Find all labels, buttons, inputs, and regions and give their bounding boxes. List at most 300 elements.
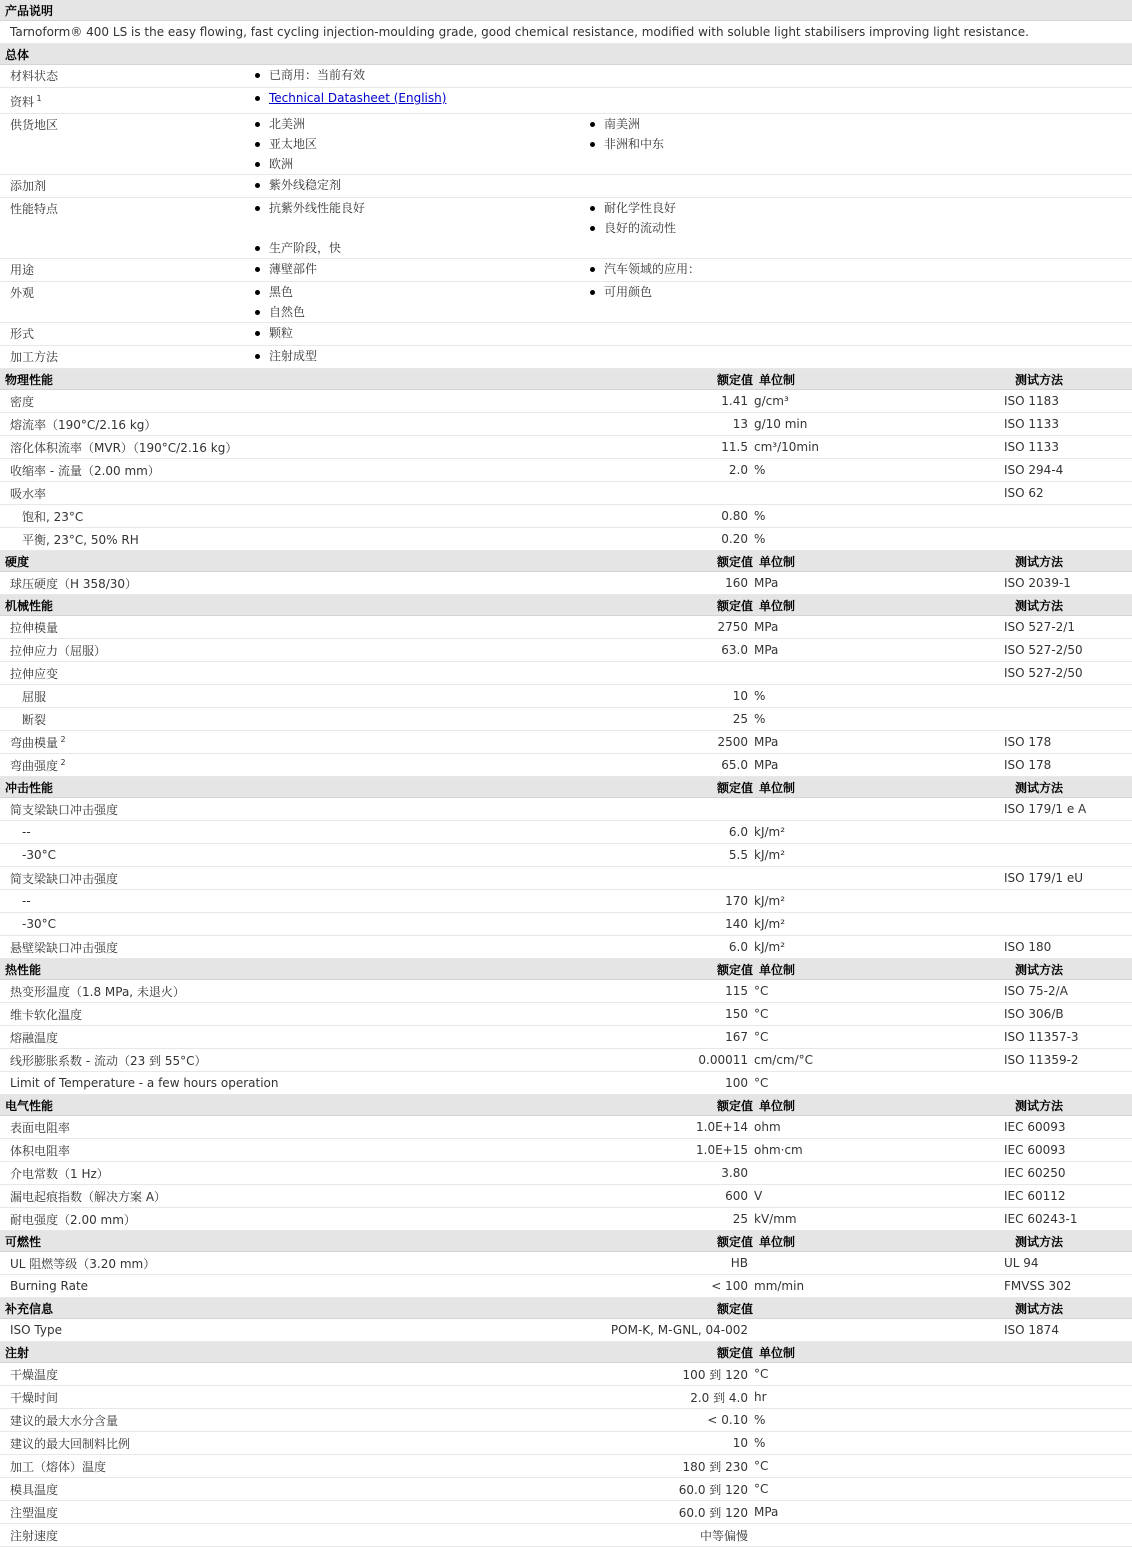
section-header: [0, 595, 1132, 616]
general-item-label: 北美洲: [269, 117, 306, 131]
property-row: [0, 731, 1132, 754]
general-item-label: 自然色: [269, 305, 306, 319]
property-unit: kJ/m²: [754, 825, 786, 839]
property-row: [0, 1478, 1132, 1501]
section-header: [0, 777, 1132, 798]
bullet-icon: [255, 290, 260, 295]
col-header-value: 额定值: [716, 1345, 753, 1360]
property-unit: cm³/10min: [754, 440, 820, 454]
property-unit: g/cm³: [754, 394, 789, 408]
col-header-unit: 单位制: [759, 962, 796, 977]
general-label: 形式: [10, 327, 35, 341]
property-unit: %: [754, 689, 766, 703]
general-item-label: 亚太地区: [269, 137, 318, 151]
section-header: [0, 369, 1132, 390]
property-label: 平衡, 23°C, 50% RH: [22, 532, 139, 547]
test-method: ISO 294-4: [1004, 463, 1064, 477]
general-item: [255, 346, 590, 366]
general-item-label: 非洲和中东: [604, 137, 665, 151]
section-title: 物理性能: [5, 372, 54, 387]
property-unit: °C: [754, 984, 769, 998]
property-label: Burning Rate: [10, 1279, 89, 1293]
general-row: [0, 65, 1132, 88]
property-label: 表面电阻率: [10, 1120, 71, 1135]
property-unit: %: [754, 1413, 766, 1427]
general-item-label: 南美洲: [604, 117, 641, 131]
section-title: 硬度: [5, 554, 30, 569]
property-label: 拉伸应变: [10, 666, 59, 681]
bullet-icon: [255, 310, 260, 315]
property-row: [0, 1363, 1132, 1386]
property-unit: kV/mm: [754, 1212, 797, 1226]
section-title: 产品说明: [5, 3, 54, 18]
property-row: [0, 1501, 1132, 1524]
test-method: ISO 62: [1004, 486, 1044, 500]
property-value: 2500: [717, 735, 748, 749]
section-header-general: [0, 44, 1132, 65]
property-unit: hr: [754, 1390, 767, 1404]
property-label: 悬壁梁缺口冲击强度: [10, 940, 119, 955]
property-unit: MPa: [754, 576, 779, 590]
col-header-test: 测试方法: [1015, 554, 1064, 569]
test-method: ISO 178: [1004, 758, 1052, 772]
general-item[interactable]: [255, 88, 590, 108]
general-item-label: 汽车领域的应用：: [604, 262, 701, 276]
col-header-test: 测试方法: [1015, 1098, 1064, 1113]
property-value: 140: [725, 917, 748, 931]
property-row: [0, 936, 1132, 959]
test-method: IEC 60112: [1004, 1189, 1066, 1203]
bullet-icon: [255, 206, 260, 211]
test-method: IEC 60243-1: [1004, 1212, 1078, 1226]
property-value: 1.41: [721, 394, 748, 408]
general-item-label: 紫外线稳定剂: [269, 178, 342, 192]
property-unit: %: [754, 509, 766, 523]
footnote-marker: 2: [58, 757, 66, 767]
test-method: ISO 527-2/50: [1004, 643, 1083, 657]
general-item: [590, 134, 925, 154]
general-item: [255, 154, 590, 174]
property-unit: kJ/m²: [754, 917, 786, 931]
property-unit: %: [754, 712, 766, 726]
section-header: [0, 1231, 1132, 1252]
col-header-test: 测试方法: [1015, 598, 1064, 613]
property-label: 拉伸模量: [10, 620, 59, 635]
general-item-label: 注射成型: [269, 349, 318, 363]
property-value: 10: [732, 689, 748, 703]
property-value: 0.80: [721, 509, 748, 523]
col-header-unit: 单位制: [759, 1345, 796, 1360]
property-label: 耐电强度（2.00 mm）: [10, 1212, 136, 1227]
footnote-marker: 1: [34, 94, 42, 103]
section-title: 注射: [5, 1345, 30, 1360]
property-row: [0, 1409, 1132, 1432]
bullet-icon: [255, 246, 260, 251]
property-row: [0, 528, 1132, 551]
test-method: UL 94: [1004, 1256, 1039, 1270]
property-unit: °C: [754, 1482, 769, 1496]
property-unit: °C: [754, 1459, 769, 1473]
general-item-label: 黑色: [269, 285, 294, 299]
general-item: [590, 114, 925, 134]
property-row: [0, 1185, 1132, 1208]
col-header-unit: 单位制: [759, 1234, 796, 1249]
section-title: 冲击性能: [5, 780, 54, 795]
test-method: ISO 1183: [1004, 394, 1059, 408]
general-item: [255, 282, 590, 302]
property-label: 干燥时间: [10, 1390, 59, 1405]
property-label: 建议的最大水分含量: [10, 1413, 119, 1428]
bullet-icon: [255, 354, 260, 359]
property-label: 简支梁缺口冲击强度: [10, 802, 119, 817]
general-item-label: 颗粒: [269, 326, 294, 340]
property-label: -30°C: [22, 848, 56, 862]
property-row: [0, 505, 1132, 528]
test-method: ISO 306/B: [1004, 1007, 1064, 1021]
col-header-value: 额定值: [716, 372, 753, 387]
general-item-label: 薄壁部件: [269, 262, 318, 276]
property-value: HB: [730, 1256, 748, 1270]
property-row: [0, 844, 1132, 867]
general-row: [0, 175, 1132, 198]
general-row: [0, 346, 1132, 369]
bullet-icon: [590, 267, 595, 272]
property-value: 11.5: [721, 440, 748, 454]
property-row: [0, 913, 1132, 936]
property-row: [0, 685, 1132, 708]
property-label: ISO Type: [10, 1323, 62, 1337]
property-value: 13: [732, 417, 748, 431]
general-items: [255, 88, 1132, 113]
col-header-value: 额定值: [716, 554, 753, 569]
property-value: 115: [725, 984, 748, 998]
property-unit: %: [754, 532, 766, 546]
test-method: ISO 1874: [1004, 1323, 1059, 1337]
property-label: 干燥温度: [10, 1367, 59, 1382]
property-value: POM-K, M-GNL, 04-002: [610, 1323, 748, 1337]
test-method: ISO 178: [1004, 735, 1052, 749]
property-row: [0, 1275, 1132, 1298]
col-header-unit: 单位制: [759, 1098, 796, 1113]
property-label: 线形膨胀系数 - 流动（23 到 55°C）: [10, 1053, 207, 1068]
property-value: 1.0E+14: [696, 1120, 748, 1134]
general-items: [255, 114, 1132, 174]
property-unit: kJ/m²: [754, 894, 786, 908]
section-header: [0, 1095, 1132, 1116]
general-item-label: 欧洲: [269, 157, 294, 171]
property-unit: kJ/m²: [754, 940, 786, 954]
test-method: ISO 179/1 e A: [1004, 802, 1087, 816]
property-value: 25: [732, 1212, 748, 1226]
property-label: 溶化体积流率（MVR）（190°C/2.16 kg）: [10, 440, 238, 455]
property-label: 饱和, 23°C: [22, 509, 84, 524]
property-row: [0, 639, 1132, 662]
property-row: [0, 821, 1132, 844]
property-value: 600: [725, 1189, 748, 1203]
general-item: [255, 198, 590, 218]
general-items: [255, 65, 1132, 87]
property-row: [0, 1319, 1132, 1342]
section-header-product-desc: [0, 0, 1132, 21]
general-item-label: 良好的流动性: [604, 221, 677, 235]
property-value: 0.00011: [698, 1053, 748, 1067]
general-label: 材料状态: [10, 69, 59, 83]
property-value: 2.0 到 4.0: [690, 1390, 748, 1405]
property-value: 180 到 230: [682, 1459, 748, 1474]
property-label: 体积电阻率: [10, 1143, 71, 1158]
test-method: FMVSS 302: [1004, 1279, 1072, 1293]
property-label: 断裂: [22, 712, 47, 727]
general-label: 外观: [10, 286, 35, 300]
property-unit: MPa: [754, 1505, 779, 1519]
property-unit: %: [754, 1436, 766, 1450]
property-unit: g/10 min: [754, 417, 808, 431]
property-label: 注塑温度: [10, 1505, 59, 1520]
property-value: 1.0E+15: [696, 1143, 748, 1157]
general-item: [590, 198, 925, 218]
property-row: [0, 459, 1132, 482]
property-row: [0, 572, 1132, 595]
property-unit: MPa: [754, 643, 779, 657]
property-unit: ohm: [754, 1120, 781, 1134]
property-value: 2.0: [728, 463, 748, 477]
property-value: 10: [732, 1436, 748, 1450]
property-value: 63.0: [721, 643, 748, 657]
general-items: [255, 198, 1132, 258]
col-header-test: 测试方法: [1015, 780, 1064, 795]
section-header: [0, 959, 1132, 980]
col-header-value: 额定值: [716, 962, 753, 977]
property-row: [0, 867, 1132, 890]
general-row: [0, 88, 1132, 114]
col-header-value: 额定值: [716, 598, 753, 613]
section-header: [0, 551, 1132, 572]
property-value: 6.0: [728, 940, 748, 954]
general-row: [0, 198, 1132, 259]
property-value: < 100: [711, 1279, 748, 1293]
col-header-test: 测试方法: [1015, 1234, 1064, 1249]
property-row: [0, 662, 1132, 685]
property-value: 65.0: [721, 758, 748, 772]
property-value: 150: [725, 1007, 748, 1021]
col-header-unit: 单位制: [759, 598, 796, 613]
property-label: 熔流率（190°C/2.16 kg）: [10, 417, 157, 432]
property-label: --: [22, 894, 31, 908]
section-title: 补充信息: [5, 1301, 54, 1316]
col-header-unit: 单位制: [759, 372, 796, 387]
general-label: 用途: [10, 263, 35, 277]
property-unit: °C: [754, 1076, 769, 1090]
property-value: 170: [725, 894, 748, 908]
spacer: [255, 218, 590, 238]
property-label: 球压硬度（H 358/30）: [10, 576, 138, 591]
general-item: [255, 175, 590, 195]
property-row: [0, 1116, 1132, 1139]
property-label: --: [22, 825, 31, 839]
property-unit: cm/cm/°C: [754, 1053, 814, 1067]
col-header-value: 额定值: [716, 780, 753, 795]
datasheet-link[interactable]: Technical Datasheet (English): [269, 91, 447, 105]
test-method: ISO 75-2/A: [1004, 984, 1068, 998]
property-label: 介电常数（1 Hz）: [10, 1166, 109, 1181]
general-row: [0, 282, 1132, 323]
general-item: [255, 114, 590, 134]
test-method: ISO 1133: [1004, 417, 1059, 431]
col-header-value: 额定值: [716, 1098, 753, 1113]
footnote-marker: 2: [58, 734, 66, 744]
property-value: 100: [725, 1076, 748, 1090]
test-method: ISO 1133: [1004, 440, 1059, 454]
general-label: 添加剂: [10, 179, 47, 193]
property-row: [0, 1455, 1132, 1478]
general-items: [255, 282, 1132, 322]
property-value: 6.0: [728, 825, 748, 839]
general-label: 供货地区: [10, 118, 59, 132]
general-item-label: 耐化学性良好: [604, 201, 677, 215]
section-title: 可燃性: [5, 1234, 42, 1249]
general-item: [255, 238, 590, 258]
test-method: ISO 11359-2: [1004, 1053, 1079, 1067]
property-label: 收缩率 - 流量（2.00 mm）: [10, 463, 160, 478]
bullet-icon: [255, 267, 260, 272]
property-unit: MPa: [754, 620, 779, 634]
general-items: [255, 259, 1132, 281]
general-item-label: 生产阶段，快: [269, 241, 342, 255]
spacer: [590, 238, 925, 258]
property-label: 加工（熔体）温度: [10, 1459, 107, 1474]
section-title: 电气性能: [5, 1098, 54, 1113]
property-value: 100 到 120: [682, 1367, 748, 1382]
property-value: 25: [732, 712, 748, 726]
property-row: [0, 754, 1132, 777]
bullet-icon: [255, 162, 260, 167]
property-value: 60.0 到 120: [678, 1482, 748, 1497]
general-item: [590, 259, 925, 279]
bullet-icon: [255, 331, 260, 336]
property-value: 167: [725, 1030, 748, 1044]
property-row: [0, 1026, 1132, 1049]
general-item: [590, 218, 925, 238]
general-item: [255, 323, 590, 343]
col-header-value: 额定值: [716, 1234, 753, 1249]
section-header: [0, 1342, 1132, 1363]
general-items: [255, 346, 1132, 368]
property-row: [0, 1208, 1132, 1231]
col-header-value: 额定值: [716, 1301, 753, 1316]
property-label: 屈服: [22, 689, 47, 704]
property-row: [0, 1252, 1132, 1275]
col-header-unit: 单位制: [759, 780, 796, 795]
property-value: 3.80: [721, 1166, 748, 1180]
property-unit: MPa: [754, 758, 779, 772]
property-unit: mm/min: [754, 1279, 805, 1293]
property-label: 热变形温度（1.8 MPa, 未退火）: [10, 984, 185, 999]
property-row: [0, 890, 1132, 913]
property-label: 拉伸应力（屈服）: [10, 643, 107, 658]
property-unit: °C: [754, 1367, 769, 1381]
general-item: [590, 282, 925, 302]
bullet-icon: [590, 290, 595, 295]
property-label: 弯曲模量 $^2$: [10, 734, 66, 750]
property-value: 160: [725, 576, 748, 590]
property-label: 维卡软化温度: [10, 1007, 83, 1022]
general-row: [0, 114, 1132, 175]
general-item: [255, 259, 590, 279]
property-row: [0, 798, 1132, 821]
property-value: 2750: [717, 620, 748, 634]
general-row: [0, 323, 1132, 346]
general-label: 加工方法: [10, 350, 59, 364]
general-item: [255, 134, 590, 154]
property-row: [0, 708, 1132, 731]
general-item-label: 可用颜色: [604, 285, 653, 299]
col-header-test: 测试方法: [1015, 372, 1064, 387]
general-item: [255, 65, 590, 85]
property-row: [0, 413, 1132, 436]
test-method: IEC 60250: [1004, 1166, 1066, 1180]
property-value: < 0.10: [707, 1413, 748, 1427]
property-unit: kJ/m²: [754, 848, 786, 862]
property-label: 密度: [10, 394, 35, 409]
general-row: [0, 259, 1132, 282]
general-label: 性能特点: [10, 202, 59, 216]
property-label: Limit of Temperature - a few hours operation: [10, 1076, 279, 1090]
property-row: [0, 390, 1132, 413]
section-title: 热性能: [5, 962, 42, 977]
property-row: [0, 1072, 1132, 1095]
property-value: 60.0 到 120: [678, 1505, 748, 1520]
section-title: 总体: [5, 47, 30, 62]
property-row: [0, 1162, 1132, 1185]
test-method: IEC 60093: [1004, 1120, 1066, 1134]
property-label: 简支梁缺口冲击强度: [10, 871, 119, 886]
bullet-icon: [255, 73, 260, 78]
property-row: [0, 482, 1132, 505]
test-method: ISO 2039-1: [1004, 576, 1071, 590]
bullet-icon: [255, 183, 260, 188]
test-method: ISO 180: [1004, 940, 1052, 954]
general-items: [255, 175, 1132, 197]
property-label: 吸水率: [10, 486, 47, 501]
property-unit: °C: [754, 1007, 769, 1021]
general-label: 资料 $^1$: [10, 94, 42, 109]
property-value: 0.20: [721, 532, 748, 546]
property-row: [0, 1003, 1132, 1026]
property-row: [0, 1049, 1132, 1072]
bullet-icon: [590, 226, 595, 231]
property-row: [0, 980, 1132, 1003]
property-label: 注射速度: [10, 1528, 59, 1543]
section-header: [0, 1298, 1132, 1319]
bullet-icon: [255, 96, 260, 101]
property-row: [0, 616, 1132, 639]
property-unit: MPa: [754, 735, 779, 749]
bullet-icon: [255, 122, 260, 127]
test-method: ISO 11357-3: [1004, 1030, 1079, 1044]
property-unit: V: [754, 1189, 763, 1203]
bullet-icon: [590, 122, 595, 127]
property-label: 漏电起痕指数（解决方案 A）: [10, 1189, 167, 1204]
property-row: [0, 1432, 1132, 1455]
test-method: ISO 527-2/50: [1004, 666, 1083, 680]
general-item-label: 抗紫外线性能良好: [269, 201, 366, 215]
col-header-unit: 单位制: [759, 554, 796, 569]
property-row: [0, 436, 1132, 459]
general-item: [255, 302, 590, 322]
bullet-icon: [590, 142, 595, 147]
property-row: [0, 1139, 1132, 1162]
property-value: 中等偏慢: [699, 1528, 748, 1543]
